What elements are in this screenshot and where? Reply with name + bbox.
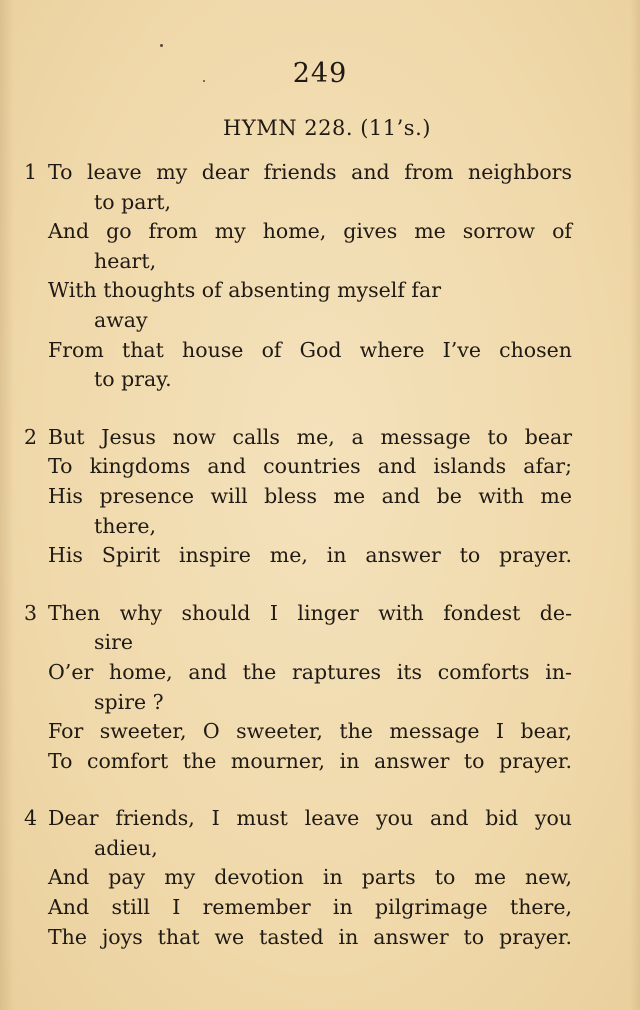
verse-line: To comfort the mourner, in answer to prayer.: [48, 748, 572, 773]
verse-line-continuation: there,: [94, 513, 157, 538]
verse-line-continuation: spire ?: [94, 689, 164, 714]
verse-3: [0, 599, 640, 777]
verse-line: With thoughts of absenting myself far: [48, 278, 442, 303]
verse-number: 2: [24, 424, 38, 449]
verse-2: [0, 423, 640, 571]
verse-line: For sweeter, O sweeter, the message I bear,: [48, 719, 572, 744]
verse-number: 1: [24, 160, 38, 184]
page-number: 249: [292, 58, 348, 89]
verse-line-continuation: heart,: [94, 248, 157, 273]
hymn-title: HYMN 228. (11’s.): [223, 116, 431, 140]
verse-1: [0, 158, 640, 395]
verse-line: O’er home, and the raptures its comforts in-: [48, 659, 572, 684]
verse-line-continuation: adieu,: [94, 835, 158, 860]
verse-line: And pay my devotion in parts to me new,: [48, 865, 572, 890]
verse-4: [0, 804, 640, 952]
verse-line-continuation: away: [94, 307, 148, 332]
verse-line: But Jesus now calls me, a message to bear: [48, 424, 572, 449]
verse-line: His Spirit inspire me, in answer to prayer.: [48, 543, 572, 568]
verse-line: And still I remember in pilgrimage there,: [48, 895, 572, 920]
hymn-verses: [0, 158, 640, 980]
verse-line: And go from my home, gives me sorrow of: [48, 219, 572, 244]
verse-number: 4: [24, 806, 38, 831]
ink-speck: [160, 44, 163, 47]
verse-line: Dear friends, I must leave you and bid you: [48, 806, 572, 831]
verse-number: 3: [24, 600, 38, 625]
verse-line: Then why should I linger with fondest de-: [48, 600, 572, 625]
verse-line: To kingdoms and countries and islands afar;: [48, 454, 572, 479]
verse-line-continuation: to pray.: [94, 367, 172, 392]
verse-line: To leave my dear friends and from neighbors: [48, 160, 572, 184]
verse-line: From that house of God where I’ve chosen: [48, 337, 572, 362]
verse-line: His presence will bless me and be with me: [48, 483, 572, 508]
verse-line-continuation: to part,: [94, 189, 171, 214]
verse-line-continuation: sire: [94, 630, 134, 655]
verse-line: The joys that we tasted in answer to prayer.: [48, 924, 572, 949]
